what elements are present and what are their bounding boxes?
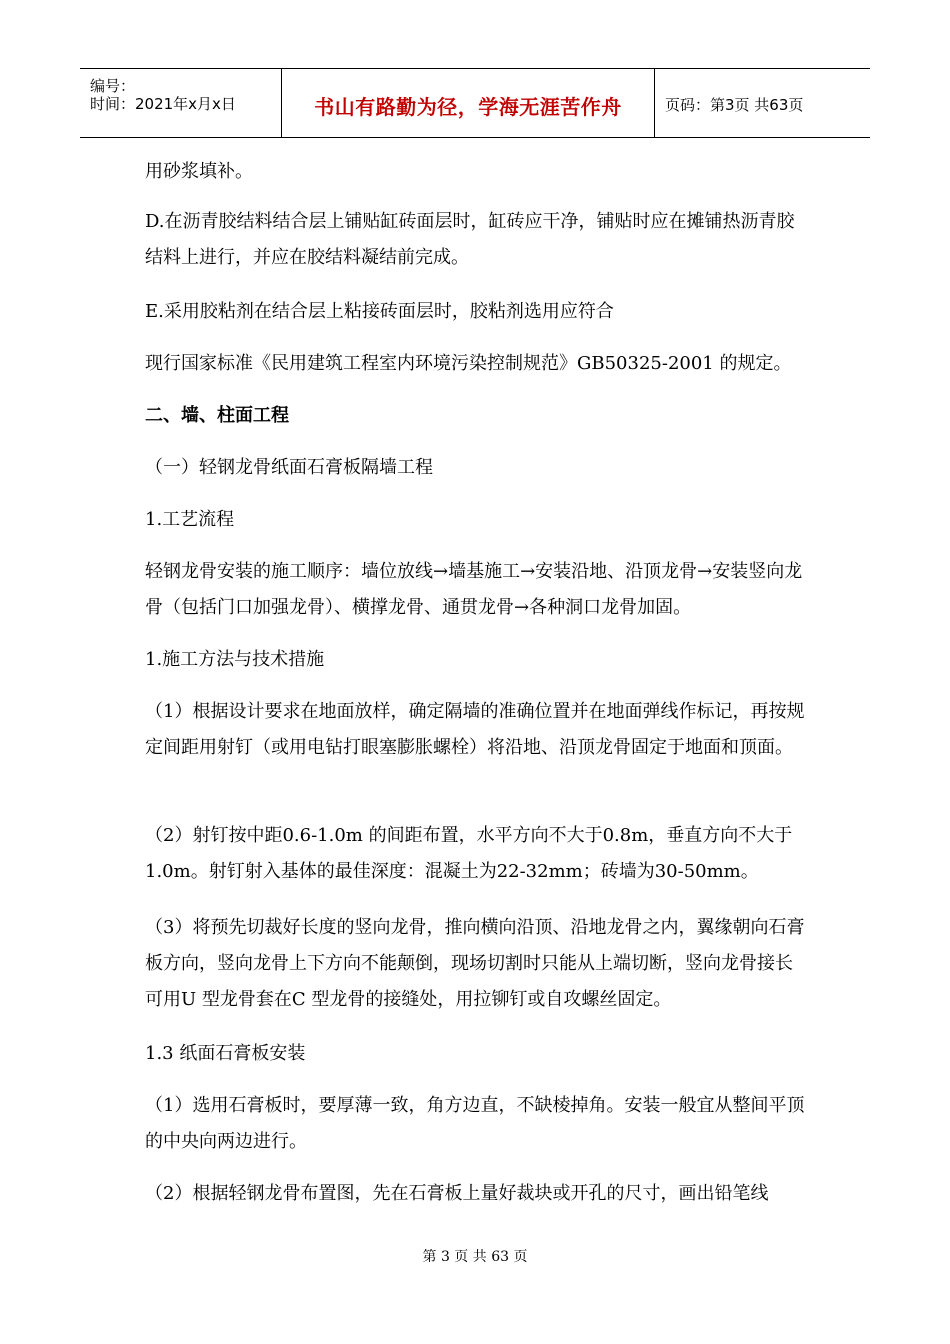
paragraph: （1）选用石膏板时，要厚薄一致，角方边直，不缺棱掉角。安装一般宜从整间平顶的中央向两边进行。 (145, 1095, 805, 1152)
paragraph: （1）根据设计要求在地面放样，确定隔墙的准确位置并在地面弹线作标记，再按规定间距用射钉（或用电钻打眼塞膨胀螺栓）将沿地、沿顶龙骨固定于地面和顶面。 (145, 701, 805, 758)
header-middle-cell (282, 69, 655, 137)
paragraph: 轻钢龙骨安装的施工顺序：墙位放线→墙基施工→安装沿地、沿顶龙骨→安装竖向龙骨（包括门口加强龙骨）、横撑龙骨、通贯龙骨→各种洞口龙骨加固。 (145, 561, 803, 618)
page-header (80, 68, 870, 138)
paragraph: E.采用胶粘剂在结合层上粘接砖面层时，胶粘剂选用应符合 (145, 301, 614, 322)
document-number-label: 编号： (90, 77, 136, 95)
header-page-info: 页码：第3页 共63页 (665, 96, 804, 114)
paragraph: 现行国家标准《民用建筑工程室内环境污染控制规范》GB50325-2001 的规定。 (145, 353, 792, 374)
header-left-cell (80, 69, 282, 137)
paragraph: （3）将预先切裁好长度的竖向龙骨，推向横向沿顶、沿地龙骨之内，翼缘朝向石膏板方向，竖向龙骨上下方向不能颠倒，现场切割时只能从上端切断，竖向龙骨接长可用U 型龙骨套在C 型龙骨的接缝处，用拉铆钉或自攻螺丝固定。 (145, 917, 805, 1010)
paragraph: （2）射钉按中距0.6-1.0m 的间距布置，水平方向不大于0.8m，垂直方向不大于1.0m。射钉射入基体的最佳深度：混凝土为22-32mm；砖墙为30-50mm。 (145, 825, 793, 882)
paragraph: （2）根据轻钢龙骨布置图，先在石膏板上量好裁块或开孔的尺寸，画出铅笔线 (145, 1183, 769, 1204)
paragraph: 1.工艺流程 (145, 509, 235, 530)
header-motto: 书山有路勤为径，学海无涯苦作舟 (314, 95, 622, 119)
paragraph: 用砂浆填补。 (145, 161, 253, 182)
subsection-heading: （一）轻钢龙骨纸面石膏板隔墙工程 (145, 457, 433, 478)
paragraph: 1.3 纸面石膏板安装 (145, 1043, 306, 1064)
page-footer: 第 3 页 共 63 页 (422, 1249, 528, 1265)
paragraph: 1.施工方法与技术措施 (145, 649, 325, 670)
paragraph: D.在沥青胶结料结合层上铺贴缸砖面层时，缸砖应干净，铺贴时应在摊铺热沥青胶结料上进行，并应在胶结料凝结前完成。 (145, 211, 795, 268)
section-heading: 二、墙、柱面工程 (145, 405, 289, 426)
document-time-label: 时间：2021年x月x日 (90, 95, 236, 113)
header-right-cell (655, 69, 870, 137)
